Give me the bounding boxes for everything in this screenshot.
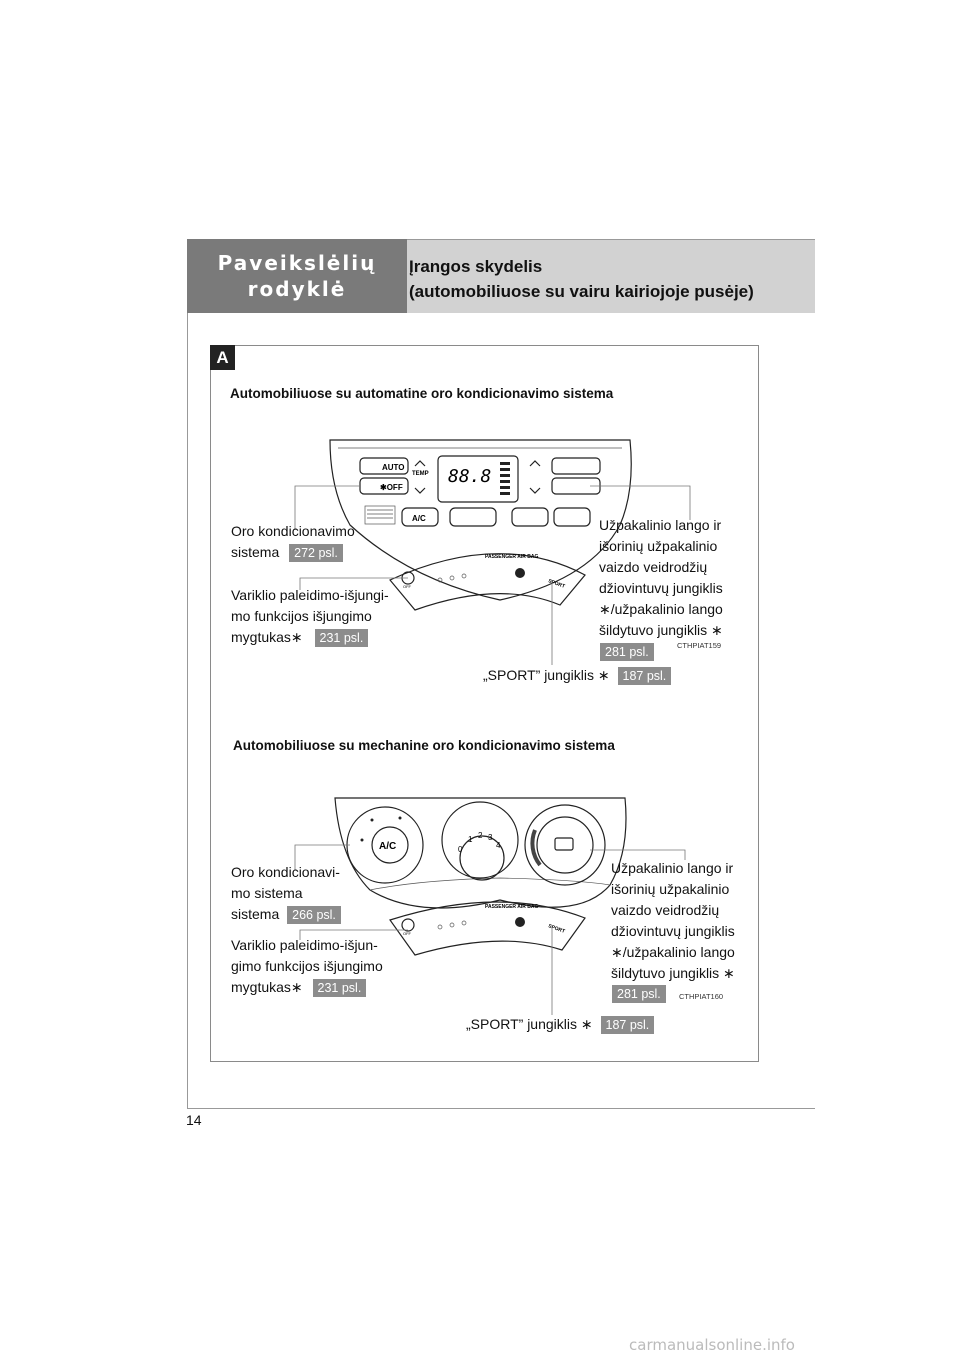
fan-dial-bezel — [442, 802, 518, 878]
auto-button-label: AUTO — [382, 463, 405, 472]
manual-engine-stop-start-button[interactable] — [402, 919, 414, 931]
auto-subtitle: Automobiliuose su automatine oro kondicionavimo sistema — [230, 386, 614, 401]
manual-engine-line2: gimo funkcijos išjungimo — [231, 958, 383, 974]
figure-badge: A — [210, 345, 235, 370]
manual-sport-label: „SPORT” jungiklis ∗ — [466, 1016, 593, 1032]
manual-image-code: CTHPIAT160 — [679, 992, 724, 1001]
fan-0: 0 — [458, 845, 463, 854]
auto-defog-line4: džiovintuvų jungiklis — [599, 580, 723, 596]
airbag-indicator-icon — [515, 568, 525, 578]
fan-off-label: ✱OFF — [380, 483, 403, 492]
temp-down-icon[interactable] — [415, 488, 425, 493]
temp-knob[interactable] — [537, 817, 593, 873]
manual-defog-line1: Užpakalinio lango ir — [611, 860, 734, 876]
manual-defog-line4: džiovintuvų jungiklis — [611, 923, 735, 939]
section-tab-line2: rodyklė — [247, 277, 347, 301]
manual-defog-line2: išorinių užpakalinio — [611, 881, 730, 897]
manual-engine-callout — [231, 935, 383, 998]
front-defrost-button[interactable] — [552, 458, 600, 474]
auto-defog-line6: šildytuvo jungiklis ∗ — [599, 622, 723, 638]
manual-defog-callout — [611, 858, 735, 984]
auto-ac-callout-line1: Oro kondicionavimo — [231, 523, 355, 539]
manual-airbag-text: PASSENGER AIR BAG — [485, 904, 539, 910]
manual-subtitle: Automobiliuose su mechanine oro kondicionavimo sistema — [233, 738, 615, 753]
manual-sport-text: SPORT — [547, 923, 566, 935]
manual-defog-line6: šildytuvo jungiklis ∗ — [611, 965, 735, 981]
manual-defog-line5: ∗/užpakalinio lango — [611, 944, 735, 960]
auto-image-code: CTHPIAT159 — [677, 641, 722, 650]
auto-defog-line2: išorinių užpakalinio — [599, 538, 718, 554]
rear-defog-icon[interactable] — [555, 838, 573, 850]
watermark: carmanualsonline.info — [629, 1336, 795, 1354]
ac-button-label: A/C — [412, 514, 426, 523]
manual-engine-line1: Variklio paleidimo-išjun- — [231, 937, 378, 953]
stop-start-off-text: OFF — [403, 584, 411, 589]
manual-ac-line1: Oro kondicionavi- — [231, 864, 340, 880]
fan-1: 1 — [468, 835, 473, 844]
fan-level-bars-icon — [500, 462, 510, 495]
manual-defog-line3: vaizdo veidrodžių — [611, 902, 720, 918]
fan-2: 2 — [478, 831, 483, 840]
manual-defog-ref[interactable]: 281 psl. — [612, 985, 666, 1003]
page-number: 14 — [186, 1112, 202, 1128]
manual-airbag-indicator-icon — [515, 917, 525, 927]
vent-grille — [365, 506, 395, 524]
auto-engine-line1: Variklio paleidimo-išjungi- — [231, 587, 389, 603]
manual-ac-line3: sistema — [231, 906, 280, 922]
page-title-line1: Įrangos skydelis — [409, 257, 543, 276]
page-title — [407, 239, 815, 313]
manual-engine-line3: mygtukas∗ — [231, 979, 303, 995]
manual-ac-ref[interactable]: 266 psl. — [287, 906, 341, 924]
auto-engine-line3: mygtukas∗ — [231, 629, 303, 645]
recirc-button[interactable] — [512, 508, 548, 526]
manual-ac-callout — [231, 862, 341, 925]
bottom-rule — [187, 1108, 815, 1109]
fan-down-icon[interactable] — [530, 488, 540, 493]
auto-engine-ref[interactable]: 231 psl. — [315, 629, 369, 647]
auto-sport-callout — [483, 665, 671, 686]
auto-defog-ref-row — [600, 643, 654, 661]
airbag-text: PASSENGER AIR BAG — [485, 554, 539, 560]
auto-ac-callout-line2: sistema — [231, 544, 280, 560]
auto-ac-callout — [231, 521, 355, 563]
auto-engine-callout — [231, 585, 389, 648]
auto-sport-ref[interactable]: 187 psl. — [618, 667, 672, 685]
auto-engine-line2: mo funkcijos išjungimo — [231, 608, 372, 624]
manual-stop-start-off-text: OFF — [403, 931, 411, 936]
manual-ac-label: A/C — [379, 841, 397, 852]
manual-ac-line2: mo sistema — [231, 885, 303, 901]
mode-button[interactable] — [450, 508, 496, 526]
fan-3: 3 — [488, 833, 493, 842]
display-digits: 88.8 — [448, 466, 492, 487]
fresh-air-button[interactable] — [554, 508, 590, 526]
section-tab-line1: Paveikslėlių — [217, 251, 377, 275]
page-title-line2: (automobiliuose su vairu kairiojoje pusėje) — [409, 282, 754, 301]
auto-defog-line3: vaizdo veidrodžių — [599, 559, 708, 575]
section-tab — [187, 239, 407, 313]
manual-sport-ref[interactable]: 187 psl. — [601, 1016, 655, 1034]
left-rule — [187, 313, 188, 1108]
manual-engine-ref[interactable]: 231 psl. — [313, 979, 367, 997]
auto-defog-callout — [599, 515, 723, 641]
temp-up-icon[interactable] — [415, 461, 425, 466]
auto-ac-ref[interactable]: 272 psl. — [289, 544, 343, 562]
manual-defog-ref-row — [612, 985, 666, 1003]
fan-up-icon[interactable] — [530, 461, 540, 466]
auto-defog-line5: ∗/užpakalinio lango — [599, 601, 723, 617]
auto-sport-label: „SPORT” jungiklis ∗ — [483, 667, 610, 683]
fan-4: 4 — [496, 841, 501, 850]
auto-defog-line1: Užpakalinio lango ir — [599, 517, 722, 533]
manual-sport-callout — [466, 1014, 654, 1035]
sport-text: SPORT — [547, 578, 566, 590]
temp-label: TEMP — [412, 471, 429, 477]
auto-defog-ref[interactable]: 281 psl. — [600, 643, 654, 661]
